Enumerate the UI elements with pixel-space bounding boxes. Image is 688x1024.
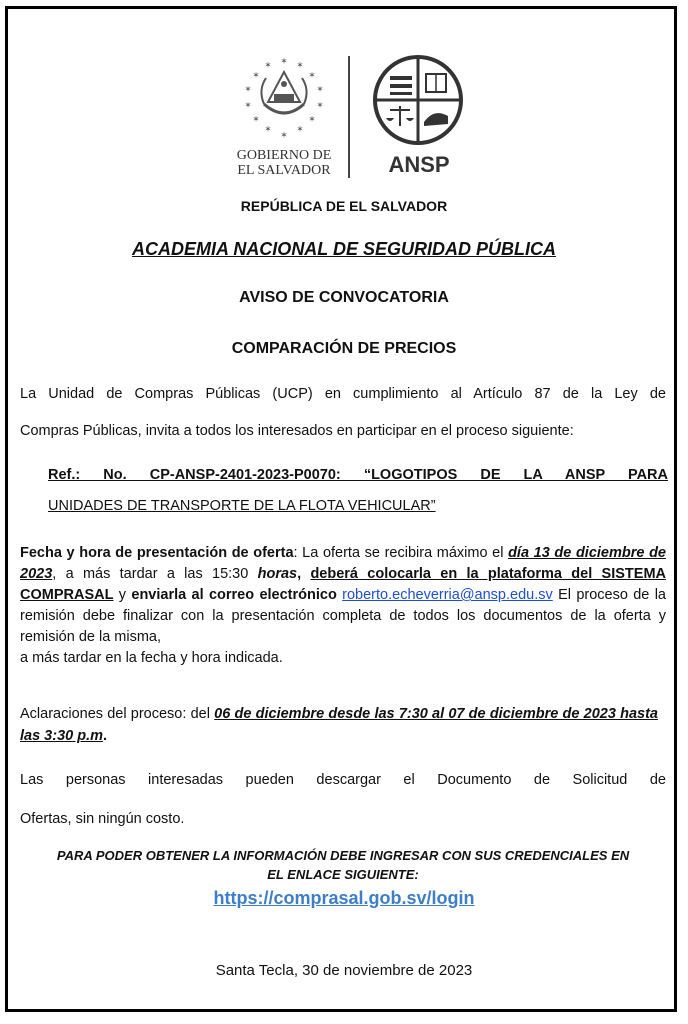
fecha-text-5: a más tardar en la fecha y hora indicada. (20, 650, 283, 666)
email-link[interactable]: roberto.echeverria@ansp.edu.sv (342, 587, 553, 603)
svg-text:✶: ✶ (316, 85, 324, 95)
svg-text:✶: ✶ (264, 125, 272, 135)
place-date: Santa Tecla, 30 de noviembre de 2023 (215, 962, 473, 979)
svg-text:✶: ✶ (244, 101, 252, 111)
fecha-horas: horas (257, 566, 298, 582)
intro-line-1: La Unidad de Compras Públicas (UCP) en cumplimiento al Artículo 87 de la Ley de (20, 386, 666, 402)
logo-divider (348, 56, 350, 178)
credenciales-line-2: EL ENLACE SIGUIENTE: (267, 867, 419, 882)
comprasal-login-link[interactable]: https://comprasal.gob.sv/login (213, 888, 475, 908)
svg-text:✶: ✶ (280, 57, 288, 67)
ansp-emblem-icon (372, 54, 464, 146)
svg-text:✶: ✶ (296, 61, 304, 71)
intro-line-2: Compras Públicas, invita a todos los interesados en participar en el proceso siguiente: (20, 423, 574, 439)
gobierno-line-1: GOBIERNO DE (236, 148, 332, 163)
ansp-logo-text: ANSP (388, 152, 450, 177)
personas-line-2: Ofertas, sin ningún costo. (20, 811, 185, 827)
fecha-enviarla: enviarla al correo electrónico (131, 587, 337, 603)
gobierno-seal-icon (236, 54, 332, 144)
reference-line-1 (48, 467, 668, 483)
svg-text:✶: ✶ (296, 125, 304, 135)
svg-text:✶: ✶ (252, 115, 260, 125)
fecha-text-4: El proceso de la remisión debe finalizar con la presentación completa de todos los documentos de la oferta y remisión de la misma, (20, 587, 667, 645)
fecha-text-2: , a más tardar a las 15:30 (52, 566, 258, 582)
svg-text:✶: ✶ (308, 115, 316, 125)
personas-line-1: Las personas interesadas pueden descargar el Documento de Solicitud de (20, 772, 666, 788)
credenciales-note (20, 846, 666, 884)
aviso-heading: AVISO DE CONVOCATORIA (239, 289, 449, 306)
svg-text:✶: ✶ (316, 101, 324, 111)
credenciales-line-1: PARA PODER OBTENER LA INFORMACIÓN DEBE INGRESAR CON SUS CREDENCIALES EN (56, 848, 630, 863)
fecha-text-1: : La oferta se recibira máximo el (293, 545, 509, 561)
svg-text:✶: ✶ (244, 85, 252, 95)
aclaraciones-end: . (103, 728, 108, 744)
header-logos (228, 52, 468, 182)
fecha-deberia: deberá colocarla en la plataforma del SISTEMA COMPRASAL (20, 566, 666, 603)
svg-text:✶: ✶ (264, 61, 272, 71)
aclaraciones-period: 06 de diciembre desde las 7:30 al 07 de diciembre de 2023 hasta las 3:30 p.m (20, 706, 658, 744)
fecha-paragraph (20, 543, 666, 669)
reference-line-1-text: Ref.: No. CP-ANSP-2401-2023-P0070: “LOGOTIPOS DE LA ANSP PARA (48, 467, 668, 483)
fecha-label: Fecha y hora de presentación de oferta (20, 545, 294, 561)
svg-text:✶: ✶ (252, 71, 260, 81)
fecha-text-3: y (113, 587, 132, 603)
fecha-comma: , (297, 566, 311, 582)
svg-text:✶: ✶ (280, 131, 288, 141)
fecha-dia: día 13 de diciembre de 2023 (20, 545, 666, 582)
academia-heading: ACADEMIA NACIONAL DE SEGURIDAD PÚBLICA (131, 239, 556, 259)
reference-line-2: UNIDADES DE TRANSPORTE DE LA FLOTA VEHICULAR” (48, 498, 436, 514)
republica-heading: REPÚBLICA DE EL SALVADOR (240, 198, 448, 214)
aclaraciones-label: Aclaraciones del proceso: del (20, 706, 215, 722)
svg-text:✶: ✶ (308, 71, 316, 81)
aclaraciones-paragraph (20, 703, 658, 747)
gobierno-line-2: EL SALVADOR (237, 163, 331, 178)
comparacion-heading: COMPARACIÓN DE PRECIOS (231, 340, 457, 357)
gobierno-logo-text (228, 148, 340, 178)
